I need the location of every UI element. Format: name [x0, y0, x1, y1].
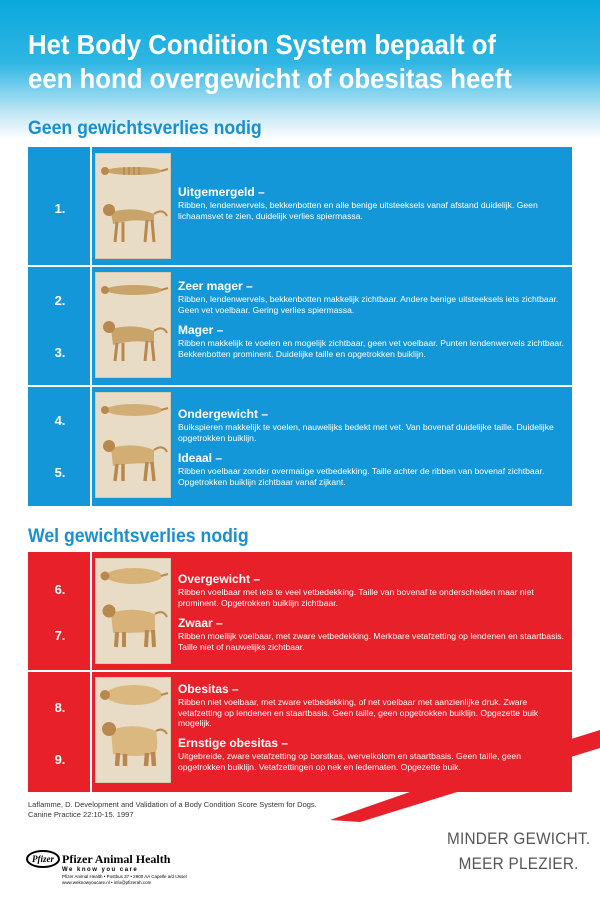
entry-description: Ribben moeilijk voelbaar, met zware vetbedekking. Merkbare vetafzetting op lendenen en staartbasis. Taille niet of nauwelijks zichtbaar.: [178, 631, 564, 652]
logo-web: www.weknowyoucare.nl • info@pfizerah.com: [62, 879, 152, 885]
entry-title: Zwaar –: [178, 616, 223, 630]
entry-description: Ribben, lendenwervels, bekkenbotten en alle benige uitsteeksels vanaf afstand duidelijk. Geen lichaamsvet te zien, duidelijk verlies spiermassa.: [178, 200, 538, 221]
divider: [90, 147, 92, 506]
slogan-line-2: MEER PLEZIER.: [458, 854, 579, 873]
logo-contact: [62, 874, 187, 885]
pfizer-oval-mark: Pfizer: [26, 850, 60, 868]
entry-score-7: [178, 616, 566, 652]
dog-photo-emaciated: [95, 153, 171, 259]
dog-photo-thin: [95, 272, 171, 378]
entry-description: Ribben niet voelbaar, met zware vetbedekking, of net voelbaar met aanzienlijke druk. Zware vetafzetting op lendenen en staartbasis. Geen taille, geen opgetrokken buiklijn. Opgezette buik mogelijk.: [178, 697, 539, 728]
entry-title: Ernstige obesitas –: [178, 736, 289, 750]
entry-score-2: [178, 279, 566, 315]
score-number: 8.: [54, 700, 66, 715]
dog-top-view-icon: [99, 279, 169, 301]
entry-description: Ribben makkelijk te voelen en mogelijk zichtbaar, geen vet voelbaar. Punten lendenwervels zichtbaar. Bekkenbotten prominent. Duidelijke taille en opgetrokken buiklijn.: [178, 338, 564, 359]
score-number: 9.: [54, 752, 66, 767]
divider: [90, 552, 92, 792]
entry-title: Uitgemergeld –: [178, 185, 265, 199]
slogan: [447, 826, 590, 876]
entry-description: Uitgebreide, zware vetafzetting op borstkas, wervelkolom en staartbasis. Geen taille, geen opgetrokken buiklijn. Vetafzettingen op nek en ledematen. Opgezette buik.: [178, 751, 521, 772]
title-line-2: een hond overgewicht of obesitas heeft: [28, 63, 512, 94]
dog-side-view-icon: [99, 599, 169, 651]
entry-title: Ondergewicht –: [178, 407, 269, 421]
entry-title: Overgewicht –: [178, 572, 261, 586]
entry-title: Zeer mager –: [178, 279, 253, 293]
entry-score-8: [178, 682, 566, 729]
score-number: 7.: [54, 628, 66, 643]
section-heading-loss: Wel gewichtsverlies nodig: [28, 526, 249, 547]
citation-line-2: Canine Practice 22:10-15. 1997: [28, 809, 134, 819]
score-number: 1.: [54, 201, 66, 216]
entry-score-9: [178, 736, 566, 772]
page-title: [28, 28, 543, 96]
panel-weight-loss: [28, 552, 572, 792]
logo-address: Pfizer Animal Health • Postbus 37 • 2900 AA Capelle a/d IJssel: [62, 874, 187, 879]
divider: [28, 385, 572, 387]
title-line-1: Het Body Condition System bepaalt of: [28, 29, 497, 60]
entry-description: Ribben, lendenwervels, bekkenbotten makkelijk zichtbaar. Andere benige uitsteeksels iets zichtbaar. Geen vet voelbaar. Gering verlies spiermassa.: [178, 294, 559, 315]
divider: [28, 265, 572, 267]
dog-top-view-icon: [99, 684, 169, 706]
panel-no-weight-loss: [28, 147, 572, 506]
dog-top-view-icon: [99, 399, 169, 421]
entry-score-3: [178, 323, 566, 359]
slogan-line-1: MINDER GEWICHT.: [446, 829, 590, 848]
dog-top-view-icon: [99, 160, 169, 182]
dog-photo-obese: [95, 677, 171, 783]
dog-side-view-icon: [99, 718, 169, 770]
dog-side-view-icon: [99, 194, 169, 246]
score-number: 5.: [54, 465, 66, 480]
logo-tagline: We know you care: [62, 867, 139, 873]
entry-score-4: [178, 407, 566, 443]
citation-line-1: Laflamme, D. Development and Validation of a Body Condition Score System for Dogs.: [28, 800, 317, 809]
dog-photo-overweight: [95, 558, 171, 664]
entry-title: Obesitas –: [178, 682, 239, 696]
dog-photo-ideal: [95, 392, 171, 498]
entry-description: Ribben voelbaar met iets te veel vetbedekking. Taille van bovenaf te onderscheiden maar niet prominent. Opgetrokken buiklijn zichtbaar.: [178, 587, 534, 608]
entry-description: Buikspieren makkelijk te voelen, nauwelijks bedekt met vet. Van bovenaf duidelijke taille. Duidelijke opgetrokken buiklijn.: [178, 422, 554, 443]
entry-title: Ideaal –: [178, 451, 223, 465]
score-number: 3.: [54, 345, 66, 360]
dog-side-view-icon: [99, 313, 169, 365]
score-number: 6.: [54, 582, 66, 597]
section-heading-no-loss: Geen gewichtsverlies nodig: [28, 118, 262, 139]
entry-description: Ribben voelbaar zonder overmatige vetbedekking. Taille achter de ribben van bovenaf zichtbaar. Opgetrokken buiklijn zichtbaar vanaf zijkant.: [178, 466, 545, 487]
citation: [28, 800, 408, 819]
entry-score-1: [178, 185, 566, 221]
entry-title: Mager –: [178, 323, 224, 337]
divider: [28, 670, 572, 672]
score-number: 4.: [54, 413, 66, 428]
dog-side-view-icon: [99, 433, 169, 485]
score-number: 2.: [54, 293, 66, 308]
logo-name: Pfizer Animal Health: [62, 852, 171, 866]
entry-score-6: [178, 572, 566, 608]
entry-score-5: [178, 451, 566, 487]
dog-top-view-icon: [99, 565, 169, 587]
